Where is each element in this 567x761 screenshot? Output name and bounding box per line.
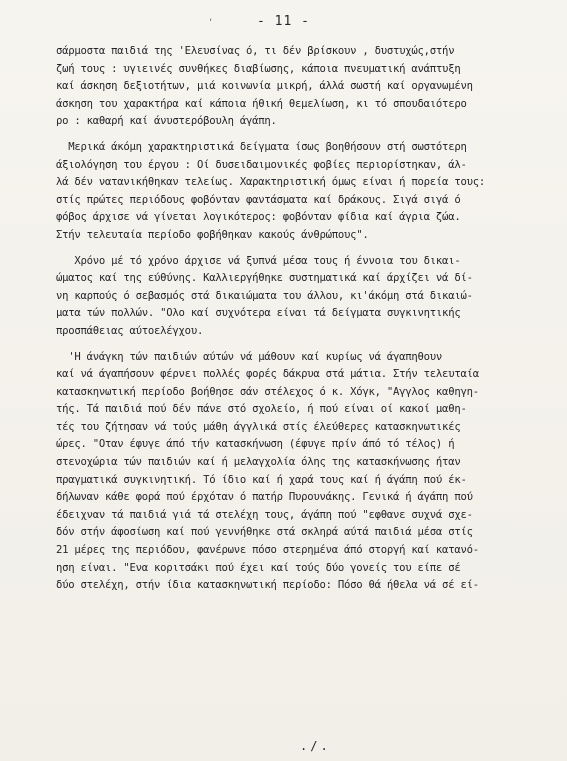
stray-mark: ' (208, 18, 214, 28)
text-line: καί άσκηση δεξιοτήτων, μιά κοινωνία μικρή, άλλά σωστή καί οργανωμένη (56, 80, 473, 93)
text-line: Μερικά άκόμη χαρακτηριστικά δείγματα ίσως βοηθήσουν στή σωστότερη (56, 140, 467, 153)
text-line: νη καρπούς ό σεβασμός στά δικαιώματα του άλλου, κι'άκόμη στά δικαιώ- (56, 289, 473, 302)
text-line: άξιολόγηση του έργου : Οί δυσειδαιμονικές φοβίες περιορίστηκαν, άλ- (56, 158, 467, 171)
text-line: άσκηση του χαρακτήρα καί κάποια ήθική θεμελίωση, κι τό σπουδαιότερο (56, 97, 467, 110)
text-line: ώματος καί της εύθύνης. Καλλιεργήθηκε συστηματικά καί άρχίζει νά δί- (56, 272, 473, 285)
text-line: Χρόνο μέ τό χρόνο άρχισε νά ξυπνά μέσα τους ή έννοια του δικαι- (56, 254, 461, 267)
body-text (56, 43, 556, 595)
text-line: έδειχναν τά παιδιά γιά τά στελέχη τους, άγάπη πού "εφθανε συχνά σχε- (56, 508, 473, 521)
text-line: ζωή τους : υγιεινές συνθήκες διαβίωσης, κάποια πνευματική ανάπτυξη (56, 62, 461, 75)
text-line: προσπάθειας αύτοελέγχου. (56, 324, 204, 337)
text-line: λά δέν νατανικήθηκαν τελείως. Χαρακτηριστική όμως είναι ή πορεία τους: (56, 176, 485, 189)
text-line: καί νά άγαπήσουν φέρνει πολλές φορές δάκρυα στά μάτια. Στήν τελευταία (56, 368, 479, 381)
paragraph-gap (56, 245, 556, 253)
text-line: κατασκηνωτική περίοδο βοήθησε σάν στέλεχος ό κ. Χόγκ, "Αγγλος καθηγη- (56, 385, 479, 398)
text-line: δόν στήν άφοσίωση καί πού γεννήθηκε στά σκληρά αύτά παιδιά μέσα στίς (56, 526, 473, 539)
text-line: ρο : καθαρή καί άνυστερόβουλη άγάπη. (56, 115, 277, 128)
text-line: φόβος άρχισε νά γίνεται λογικότερος: φοβόνταν φίδια καί άγρια ζώα. (56, 211, 461, 224)
text-line: ώρες. "Οταν έφυγε άπό τήν κατασκήνωση (έφυγε πρίν άπό τό τέλος) ή (56, 438, 455, 451)
text-line: πραγματικά συγκινητική. Τό ίδιο καί ή χαρά τους καί ή άγάπη πού έκ- (56, 473, 467, 486)
text-line: 'Η άνάγκη τών παιδιών αύτών νά μάθουν καί κυρίως νά άγαπηθουν (56, 350, 443, 363)
text-line: ηση είναι. "Ενα κοριτσάκι πού έχει καί τούς δύο γονείς του είπε σέ (56, 561, 461, 574)
text-line: Στήν τελευταία περίοδο φοβήθηκαν κακούς άνθρώπους". (56, 228, 369, 241)
text-line: δύο στελέχη, στήν ίδια κατασκηνωτική περίοδο: Πόσο θά ήθελα νά σέ εί- (56, 579, 479, 592)
paragraph-gap (56, 341, 556, 349)
text-line: δήλωναν κάθε φορά πού έρχόταν ό πατήρ Πυρουνάκης. Γενικά ή άγάπη πού (56, 491, 473, 504)
text-line: 21 μέρες της περιόδου, φανέρωνε πόσο στερημένα άπό στοργή καί κατανό- (56, 544, 479, 557)
text-line: στίς πρώτες περιόδους φοβόνταν φαντάσματα καί δράκους. Σιγά σιγά ό (56, 193, 461, 206)
text-line: στενοχώρια τών παιδιών καί ή μελαγχολία όλης της κατασκήνωσης ήταν (56, 456, 461, 469)
text-line: τές του ζήτησαν νά τούς μάθη άγγλικά στίς έλεύθερες κατασκηνωτικές (56, 420, 461, 433)
paragraph-gap (56, 131, 556, 139)
text-line: σάρμοστα παιδιά της 'Ελευσίνας ό, τι δέν βρίσκουν , δυστυχώς,στήν (56, 45, 455, 57)
text-line: ματα τών πολλών. "Ολο καί συχνότερα είναι τά δείγματα συγκινητικής (56, 307, 461, 320)
page-number: - 11 - (257, 14, 310, 29)
continuation-mark: ./. (300, 739, 331, 753)
text-line: τής. Τά παιδιά πού δέν πάνε στό σχολείο, ή πού είναι οί κακοί μαθη- (56, 403, 467, 416)
